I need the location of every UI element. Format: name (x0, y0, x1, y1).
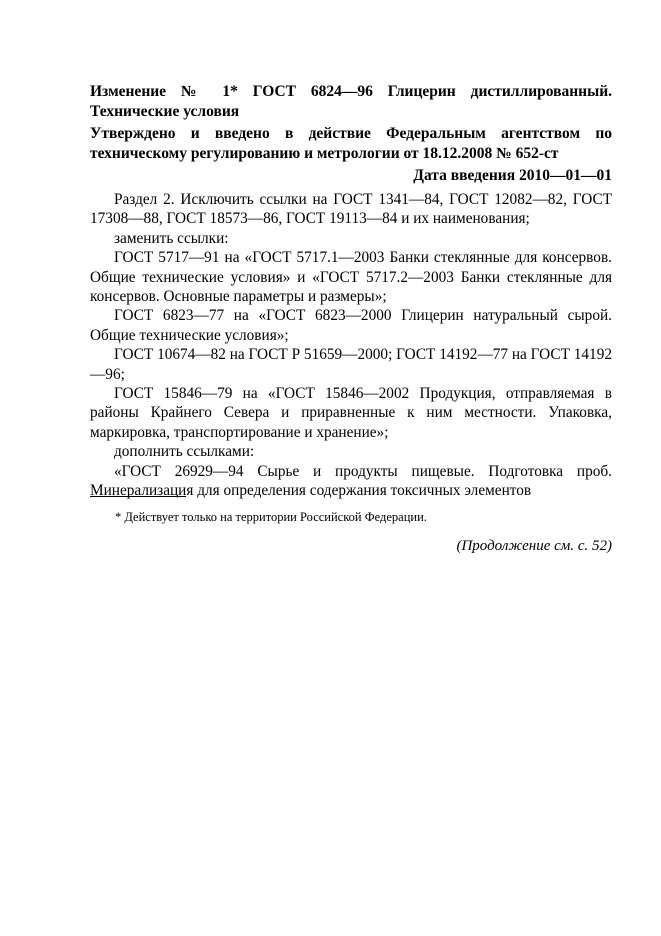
body-text (90, 190, 612, 501)
paragraph: ГОСТ 6823—77 на «ГОСТ 6823—2000 Глицерин натуральный сырой. Общие технические условия»; (90, 307, 612, 344)
continuation-note: (Продолжение см. с. 52) (456, 538, 612, 554)
approval-statement: Утверждено и введено в действие Федеральным агентством по техническому регулированию и метрологии от 18.12.2008 № 652-ст (90, 125, 612, 162)
footnote-divider (90, 496, 186, 497)
footnote: * Действует только на территории Российской Федерации. (115, 510, 427, 524)
paragraph: Раздел 2. Исключить ссылки на ГОСТ 1341—84, ГОСТ 12082—82, ГОСТ 17308—88, ГОСТ 18573—86, ГОСТ 19113—84 и их наименования; (90, 191, 612, 228)
paragraph: ГОСТ 10674—82 на ГОСТ Р 51659—2000; ГОСТ 14192—77 на ГОСТ 14192—96; (90, 346, 612, 383)
paragraph: ГОСТ 15846—79 на «ГОСТ 15846—2002 Продукция, отправляемая в районы Крайнего Севера и приравненные к ним местности. Упаковка, маркировка, транспортирование и хранение»; (90, 385, 612, 441)
change-title: Изменение № 1* ГОСТ 6824—96 Глицерин дистиллированный. Технические условия (90, 83, 612, 120)
paragraph: заменить ссылки: (114, 229, 229, 247)
introduction-date: Дата введения 2010—01—01 (413, 167, 612, 184)
paragraph: ГОСТ 5717—91 на «ГОСТ 5717.1—2003 Банки стеклянные для консервов. Общие технические условия» и «ГОСТ 5717.2—2003 Банки стеклянные для консервов. Основные параметры и размеры»; (90, 249, 612, 306)
paragraph: «ГОСТ 26929—94 Сырье и продукты пищевые. Подготовка проб. Минерализация для определения содержания токсичных элементов (90, 462, 612, 500)
paragraph: дополнить ссылками: (114, 443, 255, 461)
